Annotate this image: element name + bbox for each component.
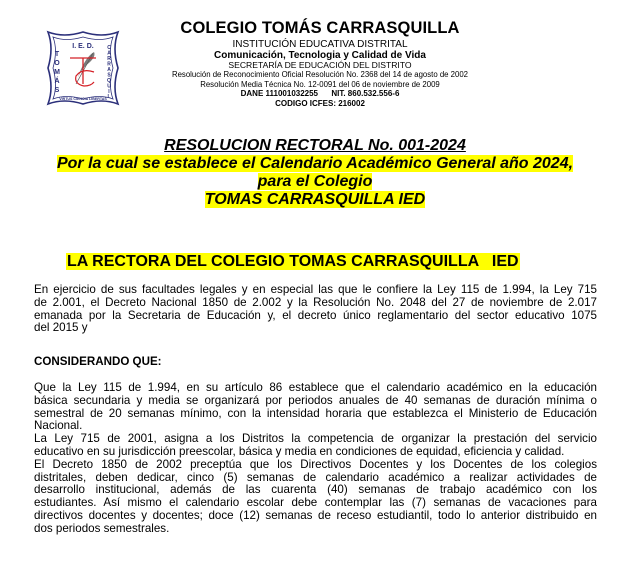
rectora-heading: LA RECTORA DEL COLEGIO TOMAS CARRASQUILLA IED: [67, 253, 519, 270]
svg-text:T: T: [54, 51, 60, 58]
svg-text:U: U: [107, 83, 111, 90]
resolution-subtitle-line-3: TOMAS CARRASQUILLA IED: [204, 191, 426, 208]
svg-text:L: L: [107, 94, 111, 100]
svg-text:VIRTUS CIENCIA LIBERTAS: VIRTUS CIENCIA LIBERTAS: [59, 97, 107, 101]
intro-paragraph: [34, 284, 597, 335]
school-name: COLEGIO TOMÁS CARRASQUILLA: [180, 19, 460, 37]
svg-text:S: S: [54, 87, 60, 94]
svg-text:Á: Á: [54, 78, 60, 85]
dane-nit: DANE 111001032255 NIT. 860.532.556-6: [240, 89, 400, 98]
svg-text:R: R: [107, 61, 111, 68]
school-motto: Comunicación, Tecnologia y Calidad de Vida: [214, 49, 426, 61]
svg-text:Q: Q: [107, 78, 111, 84]
institution-type: INSTITUCIÓN EDUCATIVA DISTRITAL: [232, 38, 408, 50]
svg-text:A: A: [107, 50, 111, 57]
considerando-line: Nacional.: [34, 419, 83, 433]
resolution-number: RESOLUCION RECTORAL No. 001-2024: [164, 137, 466, 154]
intro-line: En ejercicio de sus facultades legales y en especial las que le confiere la Ley 115 de 1.994, la Ley 715: [34, 283, 597, 296]
considerando-heading: CONSIDERANDO QUE:: [34, 355, 162, 368]
codigo-icfes: CODIGO ICFES: 216002: [275, 99, 365, 108]
considerando-line: dos periodos semestrales.: [34, 521, 170, 535]
considerando-line: desarrollo institucional, además de las cuarenta (40) semanas de trabajo académico con los: [34, 483, 597, 497]
svg-text:I. E. D.: I. E. D.: [72, 43, 94, 50]
letterhead: [150, 20, 490, 109]
school-logo: [44, 28, 122, 108]
intro-line: emanada por la Secretaria de Educación y, el decreto único reglamentario del sector educativo 1075: [34, 308, 597, 322]
considerando-line: básica secundaria y media se organizará por periodos anuales de 40 semanas de duración mínima o: [34, 393, 597, 407]
svg-text:A: A: [107, 67, 111, 73]
intro-line: del 2015 y: [34, 321, 88, 335]
considerando-line: semestral de 20 semanas mínimo, con la intensidad horaria que establezca el Ministerio de Educación: [34, 406, 597, 420]
svg-text:R: R: [107, 56, 111, 62]
considerando-paragraph: [34, 382, 597, 536]
svg-text:I: I: [108, 89, 110, 95]
intro-line: de 2.001, el Decreto Nacional 1850 de 2.002 y la Resolución No. 2048 del 27 de noviembre de 2.017: [34, 295, 597, 309]
school-crest-icon: [44, 28, 122, 108]
resolucion-media-tecnica: Resolución Media Técnica No. 12-0091 del 06 de noviembre de 2009: [200, 79, 440, 89]
considerando-line: estudiantes. Así mismo el calendario escolar debe contemplar las (7) semanas de vacaciones para: [34, 496, 597, 510]
svg-text:C: C: [107, 45, 111, 51]
resolution-title-block: [20, 137, 610, 209]
considerando-line: distritales, deben dedicar, cinco (5) semanas de calendario académico a realizar actividades de: [34, 470, 597, 484]
svg-text:S: S: [107, 72, 111, 79]
svg-text:O: O: [54, 60, 60, 67]
considerando-line: El Decreto 1850 de 2002 preceptúa que los Directivos Docentes y los Docentes de los colegios: [34, 457, 597, 471]
secretaria: SECRETARÍA DE EDUCACIÓN DEL DISTRITO: [228, 59, 412, 70]
considerando-line: directivos docentes y docentes; doce (12) semanas de receso estudiantil, todo lo anterior distribuido en: [34, 508, 597, 522]
resolucion-reconocimiento: Resolución de Reconocimiento Oficial Resolución No. 2368 del 14 de agosto de 2002: [171, 70, 469, 79]
resolution-subtitle-line-1: Por la cual se establece el Calendario Académico General año 2024,: [56, 155, 574, 172]
considerando-line: educativo en su jurisdicción preescolar, básica y media en condiciones de equidad, eficiencia y calidad.: [34, 444, 565, 458]
svg-text:M: M: [54, 69, 60, 76]
considerando-line: Que la Ley 115 de 1.994, en su artículo 86 establece que el calendario académico en la educación: [34, 381, 597, 394]
resolution-subtitle-line-2: para el Colegio: [257, 173, 373, 190]
considerando-line: La Ley 715 de 2001, asigna a los Distritos la competencia de organizar la prestación del servicio: [34, 432, 597, 446]
